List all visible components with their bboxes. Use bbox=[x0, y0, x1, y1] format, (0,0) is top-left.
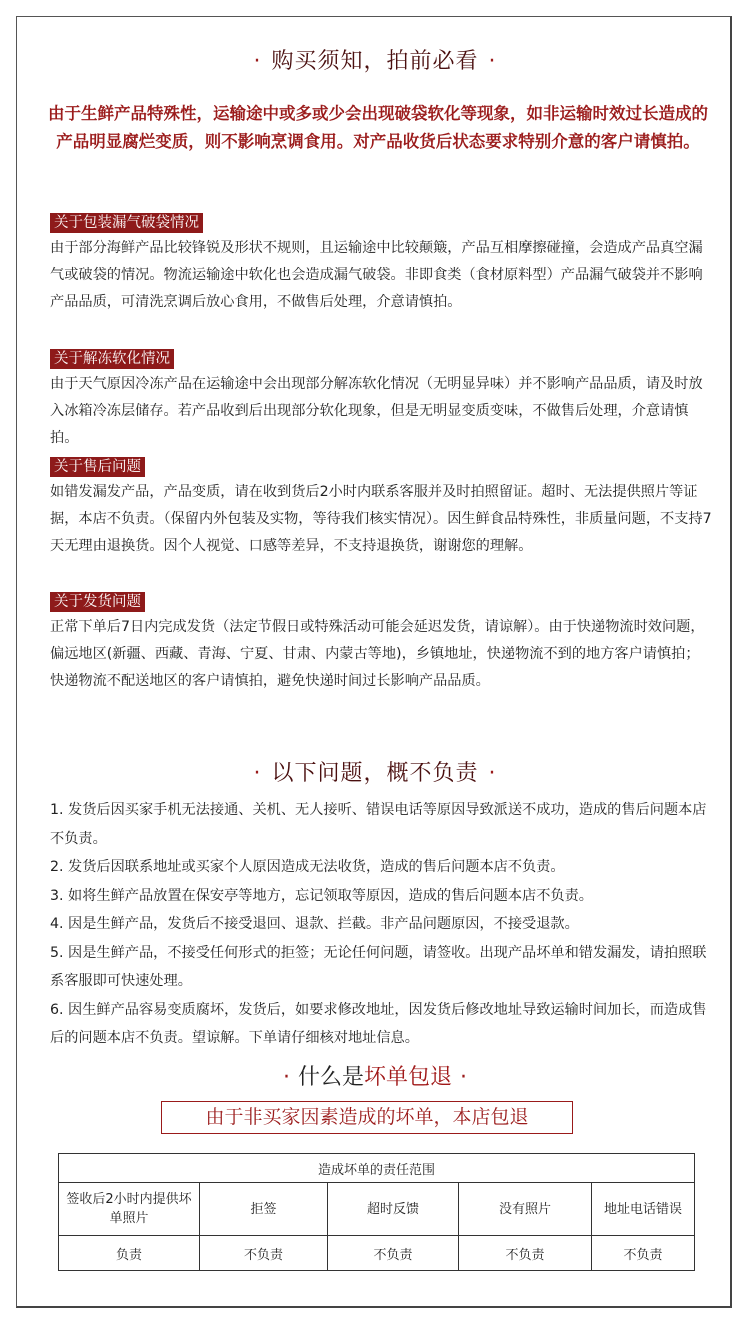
disclaimer-list bbox=[50, 796, 712, 1053]
list-item: 1. 发货后因买家手机无法接通、关机、无人接听、错误电话等原因导致派送不成功，造成的售后问题本店不负责。 bbox=[50, 802, 707, 847]
table-row bbox=[59, 1236, 695, 1271]
table-cell: 不负责 bbox=[592, 1236, 695, 1271]
list-item: 5. 因是生鲜产品，不接受任何形式的拒签；无论任何问题，请签收。出现产品坏单和错发漏发，请拍照联系客服即可快速处理。 bbox=[50, 944, 707, 989]
section-shipping bbox=[50, 591, 712, 695]
section-after-sales bbox=[50, 456, 712, 560]
section-body: 由于天气原因冷冻产品在运输途中会出现部分解冻软化情况（无明显异味）并不影响产品品质，请及时放入冰箱冷冻层储存。若产品收到后出现部分软化现象，但是无明显变质变味，不做售后处理，介意请慎拍。 bbox=[50, 376, 703, 446]
heading-bad-order-refund: · 什么是坏单包退 · bbox=[282, 1065, 468, 1090]
section-label: 关于售后问题 bbox=[50, 457, 145, 477]
section-thawing bbox=[50, 348, 712, 452]
section-body: 正常下单后7日内完成发货（法定节假日或特殊活动可能会延迟发货，请谅解）。由于快递物流时效问题，偏远地区(新疆、西藏、青海、宁夏、甘肃、内蒙古等地)，乡镇地址，快递物流不到的地方客户请慎拍；快递物流不配送地区的客户请慎拍，避免快递时间过长影响产品品质。 bbox=[50, 619, 705, 689]
table-header-cell: 地址电话错误 bbox=[592, 1183, 695, 1236]
table-caption: 造成坏单的责任范围 bbox=[59, 1154, 695, 1183]
table-header-cell: 拒签 bbox=[200, 1183, 328, 1236]
table-cell: 负责 bbox=[59, 1236, 200, 1271]
heading-purchase-notice: · 购买须知，拍前必看 · bbox=[253, 49, 497, 74]
table-row bbox=[59, 1183, 695, 1236]
table-cell: 不负责 bbox=[200, 1236, 328, 1271]
section-packaging bbox=[50, 212, 712, 316]
section-label: 关于包装漏气破袋情况 bbox=[50, 213, 203, 233]
section-label: 关于解冻软化情况 bbox=[50, 349, 174, 369]
table-header-cell: 超时反馈 bbox=[328, 1183, 459, 1236]
table-header-cell: 签收后2小时内提供坏单照片 bbox=[59, 1183, 200, 1236]
section-body: 由于部分海鲜产品比较锋锐及形状不规则，且运输途中比较颠簸，产品互相摩擦碰撞，会造成产品真空漏气或破袋的情况。物流运输途中软化也会造成漏气破袋。非即食类（食材原料型）产品漏气破袋并不影响产品品质，可清洗烹调后放心食用，不做售后处理，介意请慎拍。 bbox=[50, 240, 703, 310]
table-cell: 不负责 bbox=[328, 1236, 459, 1271]
section-label: 关于发货问题 bbox=[50, 592, 145, 612]
table-header-cell: 没有照片 bbox=[459, 1183, 592, 1236]
intro-text: 由于生鲜产品特殊性，运输途中或多或少会出现破袋软化等现象，如非运输时效过长造成的产品明显腐烂变质，则不影响烹调食用。对产品收货后状态要求特别介意的客户请慎拍。 bbox=[48, 104, 708, 151]
refund-notice: 由于非买家因素造成的坏单，本店包退 bbox=[161, 1101, 573, 1134]
list-item: 6. 因生鲜产品容易变质腐坏，发货后，如要求修改地址，因发货后修改地址导致运输时间加长，而造成售后的问题本店不负责。望谅解。下单请仔细核对地址信息。 bbox=[50, 1001, 707, 1046]
section-body: 如错发漏发产品，产品变质，请在收到货后2小时内联系客服并及时拍照留证。超时、无法提供照片等证据，本店不负责。（保留内外包装及实物，等待我们核实情况）。因生鲜食品特殊性，非质量问题，不支持7天无理由退换货。因个人视觉、口感等差异，不支持退换货，谢谢您的理解。 bbox=[50, 484, 712, 554]
table-cell: 不负责 bbox=[459, 1236, 592, 1271]
heading-disclaimer: · 以下问题，概不负责 · bbox=[253, 761, 497, 786]
responsibility-table bbox=[58, 1153, 695, 1271]
list-item: 3. 如将生鲜产品放置在保安亭等地方，忘记领取等原因，造成的售后问题本店不负责。 bbox=[50, 887, 593, 904]
list-item: 4. 因是生鲜产品，发货后不接受退回、退款、拦截。非产品问题原因，不接受退款。 bbox=[50, 916, 579, 932]
list-item: 2. 发货后因联系地址或买家个人原因造成无法收货，造成的售后问题本店不负责。 bbox=[50, 859, 565, 875]
